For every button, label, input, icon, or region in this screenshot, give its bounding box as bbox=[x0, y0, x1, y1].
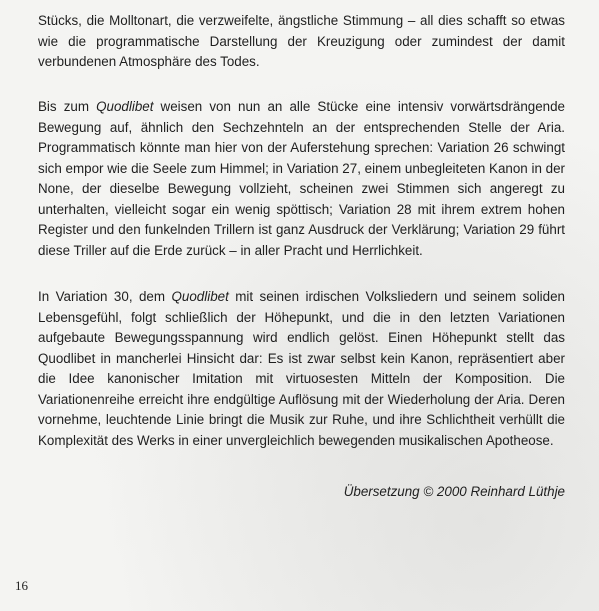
paragraph-2-text-start: Bis zum bbox=[38, 99, 97, 114]
paragraph-3-text-rest: mit seinen irdischen Volksliedern und seinem soliden Lebensgefühl, folgt schließlich der Höhepunkt, und die in den letzten Variationen aufgebaute Bewegungsspannung wird endlich gelöst. Einen Höhepunkt stellt das Quodlibet in mancherlei Hinsicht dar: Es ist zwar selbst kein Kanon, repräsentiert aber die Idee kanonischer Imitation mit virtuosesten Mitteln der Komposition. Die Variationenreihe erreicht ihre endgültige Auflösung mit der Wiederholung der Aria. Deren vornehme, leuchtende Linie bringt die Musik zur Ruhe, und ihre Schlichtheit verhüllt die Komplexität des Werks in einer unvergleichlich bewegenden musikalischen Apotheose. bbox=[38, 289, 565, 448]
paragraph-2-text-rest: weisen von nun an alle Stücke eine intensiv vorwärtsdrängende Bewegung auf, ähnlich den Sechzehnteln an der entsprechenden Stelle der Aria. Programmatisch könnte man hier von der Auferstehung sprechen: Variation 26 schwingt sich empor wie die Seele zum Himmel; in Variation 27, einem unbegleiteten Kanon in der None, der dieselbe Bewegung vollzieht, scheinen zwei Stimmen sich angeregt zu unterhalten, vielleicht sogar ein wenig spöttisch; Variation 28 mit ihrem extrem hohen Register und den funkelnden Trillern ist ganz Ausdruck der Verklärung; Variation 29 führt diese Triller auf die Erde zurück – in aller Pracht und Herrlichkeit. bbox=[38, 99, 565, 258]
page-number: 16 bbox=[15, 578, 28, 593]
paragraph-3-text-start: In Variation 30, dem bbox=[38, 289, 172, 304]
paragraph-1-text: Stücks, die Molltonart, die verzweifelte, ängstliche Stimmung – all dies schafft so etwas wie die programmatische Darstellung der Kreuzigung oder zumindest der damit verbundenen Atmosphäre des Todes. bbox=[38, 13, 565, 69]
translation-credit: Übersetzung © 2000 Reinhard Lüthje bbox=[343, 484, 565, 499]
paragraph-2 bbox=[38, 97, 565, 261]
paragraph-3 bbox=[38, 287, 565, 451]
paragraph-1 bbox=[38, 11, 565, 73]
paragraph-3-italic-title: Quodlibet bbox=[171, 289, 229, 304]
paragraph-2-italic-title: Quodlibet bbox=[96, 99, 154, 114]
